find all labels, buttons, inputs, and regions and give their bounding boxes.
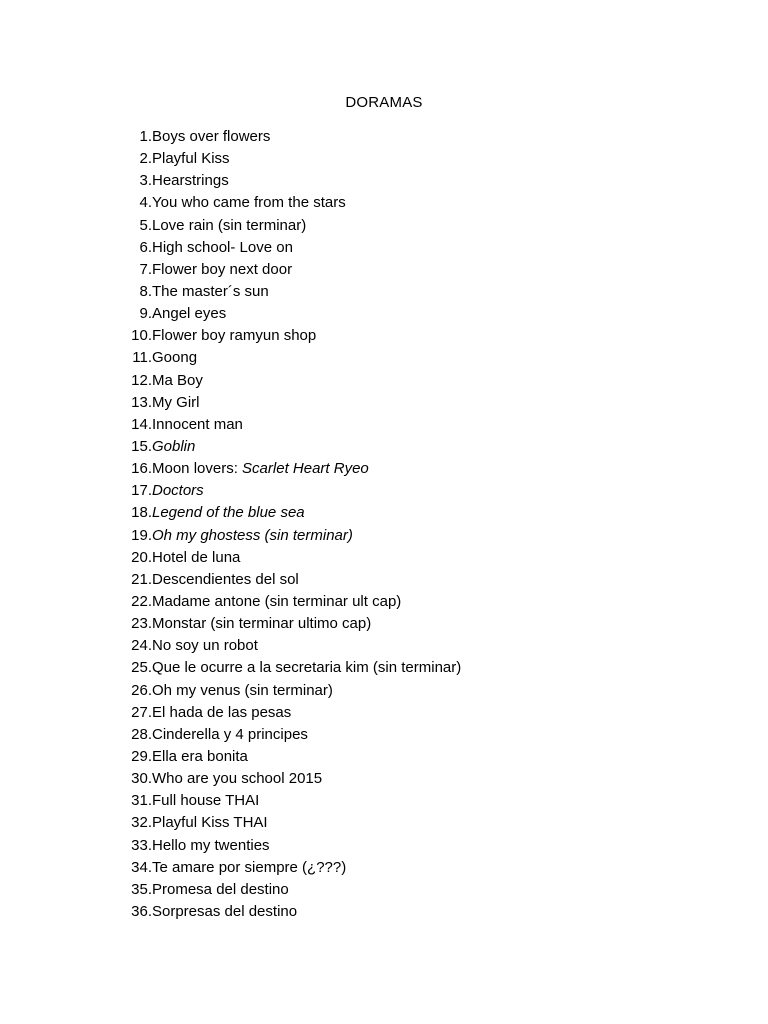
- item-number: 13.: [131, 393, 152, 411]
- item-text: [152, 436, 195, 458]
- item-title: Angel eyes: [152, 305, 227, 323]
- item-text: [152, 812, 268, 834]
- item-number: 22.: [131, 592, 152, 610]
- item-title: Cinderella y 4 principes: [152, 725, 308, 743]
- item-text: [152, 525, 353, 547]
- item-title: Descendientes del sol: [152, 570, 299, 588]
- item-text: [152, 657, 461, 679]
- item-title: Hearstrings: [152, 172, 229, 190]
- item-text: [152, 746, 248, 768]
- item-title: Hotel de luna: [152, 548, 241, 566]
- item-text: [152, 857, 346, 879]
- item-title: Love rain (sin terminar): [152, 216, 307, 234]
- page-title: DORAMAS: [345, 94, 423, 111]
- item-number: 28.: [131, 725, 152, 743]
- item-number: 19.: [131, 526, 152, 544]
- item-number: 2.: [139, 150, 152, 168]
- item-number: 26.: [131, 681, 152, 699]
- item-title: Moon lovers:: [152, 460, 243, 478]
- item-number: 25.: [131, 659, 152, 677]
- item-title: Who are you school 2015: [152, 770, 323, 788]
- item-text: [152, 835, 270, 857]
- item-title: Goong: [152, 349, 198, 367]
- item-text: [152, 347, 197, 369]
- item-title: No soy un robot: [152, 637, 258, 655]
- item-title: El hada de las pesas: [152, 703, 292, 721]
- item-title: Ella era bonita: [152, 747, 248, 765]
- item-number: 35.: [131, 880, 152, 898]
- item-text: [152, 259, 292, 281]
- item-title: Boys over flowers: [152, 128, 271, 145]
- item-title: You who came from the stars: [152, 194, 346, 212]
- item-title-italic: Scarlet Heart Ryeo: [242, 460, 369, 478]
- item-title: The master´s sun: [152, 282, 269, 300]
- item-title: High school- Love on: [152, 238, 293, 256]
- item-text: [152, 414, 243, 436]
- item-title-italic: Oh my ghostess (sin terminar): [152, 526, 353, 544]
- item-text: [152, 325, 316, 347]
- item-title: Flower boy next door: [152, 260, 293, 278]
- item-number: 21.: [131, 570, 152, 588]
- item-text: [152, 392, 200, 414]
- item-number: 8.: [139, 282, 152, 300]
- item-text: [152, 480, 204, 502]
- item-number: 3.: [139, 172, 152, 190]
- item-title-italic: Legend of the blue sea: [152, 504, 305, 522]
- item-number: 32.: [131, 814, 152, 832]
- item-number: 4.: [139, 194, 152, 212]
- item-text: [152, 790, 259, 812]
- item-text: [152, 635, 258, 657]
- item-title: Innocent man: [152, 415, 243, 433]
- item-number: 14.: [131, 415, 152, 433]
- item-text: [152, 768, 322, 790]
- item-text: [152, 170, 229, 192]
- item-text: [152, 192, 346, 214]
- item-text: [152, 502, 305, 524]
- item-title: Hello my twenties: [152, 836, 270, 854]
- item-text: [152, 879, 289, 901]
- item-title: Que le ocurre a la secretaria kim (sin terminar): [152, 659, 462, 677]
- item-title: Playful Kiss: [152, 150, 230, 168]
- item-text: [152, 547, 240, 569]
- item-number: 36.: [131, 902, 152, 920]
- item-number: 7.: [139, 260, 152, 278]
- item-title: Full house THAI: [152, 792, 260, 810]
- item-title: Promesa del destino: [152, 880, 289, 898]
- item-text: [152, 702, 291, 724]
- item-number: 17.: [131, 482, 152, 500]
- item-text: [152, 569, 299, 591]
- item-text: [152, 215, 306, 237]
- item-number: 1.: [139, 128, 152, 145]
- item-number: 20.: [131, 548, 152, 566]
- item-number: 24.: [131, 637, 152, 655]
- item-title: My Girl: [152, 393, 200, 411]
- item-title: Flower boy ramyun shop: [152, 327, 317, 345]
- item-number: 34.: [131, 858, 152, 876]
- item-text: [152, 370, 203, 392]
- item-number: 31.: [131, 792, 152, 810]
- item-number: 16.: [131, 460, 152, 478]
- item-number: 23.: [131, 615, 152, 633]
- item-number: 10.: [131, 327, 152, 345]
- item-text: [152, 237, 293, 259]
- item-text: [152, 126, 270, 148]
- item-number: 6.: [139, 238, 152, 256]
- item-number: 18.: [131, 504, 152, 522]
- item-title-italic: Doctors: [152, 482, 204, 500]
- item-number: 12.: [131, 371, 152, 389]
- item-text: [152, 901, 297, 923]
- item-text: [152, 458, 369, 480]
- item-title: Ma Boy: [152, 371, 203, 389]
- item-text: [152, 281, 269, 303]
- item-text: [152, 724, 308, 746]
- item-title: Sorpresas del destino: [152, 902, 298, 920]
- item-title: Madame antone (sin terminar ult cap): [152, 592, 402, 610]
- item-title: Playful Kiss THAI: [152, 814, 268, 832]
- item-title: Oh my venus (sin terminar): [152, 681, 333, 699]
- item-title-italic: Goblin: [152, 437, 196, 455]
- item-number: 27.: [131, 703, 152, 721]
- item-title: Te amare por siempre (¿???): [152, 858, 347, 876]
- item-title: Monstar (sin terminar ultimo cap): [152, 615, 372, 633]
- item-number: 29.: [131, 747, 152, 765]
- item-text: [152, 591, 401, 613]
- item-text: [152, 303, 226, 325]
- item-number: 5.: [139, 216, 152, 234]
- item-number: 33.: [131, 836, 152, 854]
- item-number: 11.: [132, 349, 152, 367]
- item-text: [152, 680, 333, 702]
- item-number: 9.: [139, 305, 152, 323]
- item-number: 30.: [131, 770, 152, 788]
- item-number: 15.: [131, 437, 152, 455]
- item-text: [152, 613, 371, 635]
- item-text: [152, 148, 230, 170]
